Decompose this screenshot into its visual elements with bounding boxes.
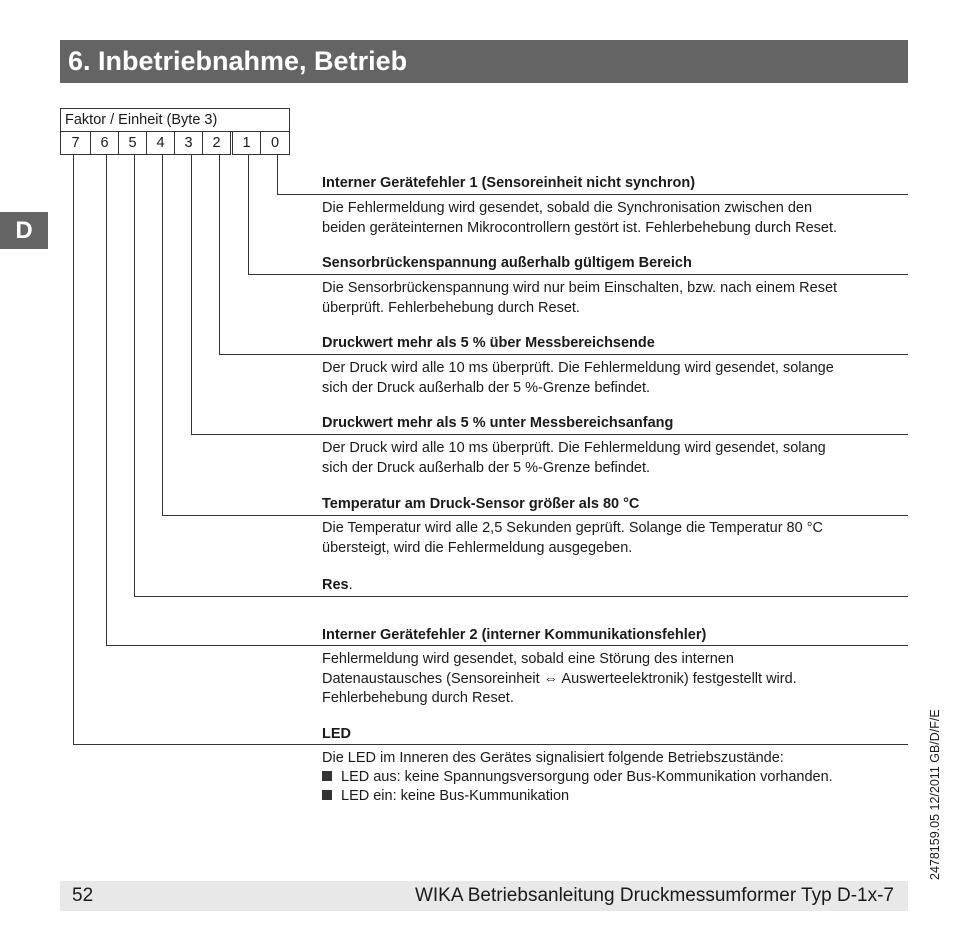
bit-cell-4: 4 [146, 131, 175, 155]
entry-line: Der Druck wird alle 10 ms überprüft. Die Fehlermeldung wird gesendet, solang [322, 440, 826, 456]
rule-entry-1 [248, 274, 908, 275]
entry-description [322, 650, 908, 709]
connector-bit-5 [134, 155, 135, 597]
entry-line: Der Druck wird alle 10 ms überprüft. Die Fehlermeldung wird gesendet, solange [322, 360, 834, 376]
connector-bit-0 [277, 155, 278, 195]
rule-entry-6 [106, 645, 908, 646]
entry-title: Druckwert mehr als 5 % unter Messbereichsanfang [322, 415, 674, 431]
entry-line: sich der Druck außerhalb der 5 %-Grenze befindet. [322, 459, 651, 476]
bullet-text: LED aus: keine Spannungsversorgung oder Bus-Kommunikation vorhanden. [341, 769, 833, 785]
entry-title: Temperatur am Druck-Sensor größer als 80 °C [322, 496, 640, 512]
entry-line: übersteigt, wird die Fehlermeldung ausgegeben. [322, 539, 633, 556]
entry-description [322, 519, 908, 558]
connector-bit-4 [162, 155, 163, 516]
page-number: 52 [72, 885, 94, 906]
rule-entry-7 [73, 744, 908, 745]
entry-line: sich der Druck außerhalb der 5 %-Grenze befindet. [322, 379, 651, 396]
section-title: 6. Inbetriebnahme, Betrieb [68, 46, 408, 76]
entry-title: LED [322, 726, 351, 742]
entry-title-suffix: . [348, 577, 353, 593]
connector-bit-1 [248, 155, 249, 275]
entry-line: überprüft. Fehlerbehebung durch Reset. [322, 299, 580, 316]
bit-cell-7: 7 [60, 131, 91, 155]
entry-description [322, 749, 908, 769]
entry-description [322, 359, 908, 398]
connector-bit-3 [191, 155, 192, 435]
entry-line: Die Sensorbrückenspannung wird nur beim Einschalten, bzw. nach einem Reset [322, 280, 838, 296]
byte-table-title: Faktor / Einheit (Byte 3) [60, 108, 290, 132]
bit-cell-0: 0 [260, 131, 290, 155]
bit-cell-2: 2 [202, 131, 231, 155]
bit-cell-1: 1 [232, 131, 261, 155]
entry-line: Fehlermeldung wird gesendet, sobald eine Störung des internen [322, 651, 734, 667]
bit-cell-3: 3 [174, 131, 203, 155]
entry-line: Datenaustausches (Sensoreinheit ⇔ Auswerteelektronik) festgestellt wird. [322, 670, 797, 687]
entry-title: Interner Gerätefehler 2 (interner Kommunikationsfehler) [322, 627, 707, 643]
bullet-square-icon [322, 790, 332, 800]
entry-title: Interner Gerätefehler 1 (Sensoreinheit nicht synchron) [322, 175, 696, 191]
bullet-item [322, 768, 833, 788]
entry-description [322, 279, 908, 318]
entry-line: Die Fehlermeldung wird gesendet, sobald die Synchronisation zwischen den [322, 200, 813, 216]
bit-cell-6: 6 [90, 131, 119, 155]
entry-description [322, 199, 908, 238]
entry-line: beiden geräteinternen Mikrocontrollern gestört ist. Fehlerbehebung durch Reset. [322, 219, 838, 236]
rule-entry-3 [191, 434, 908, 435]
connector-bit-2 [219, 155, 220, 355]
entry-title: Druckwert mehr als 5 % über Messbereichsende [322, 335, 655, 351]
entry-description [322, 439, 908, 478]
entry-title-res [322, 576, 353, 594]
bit-cell-5: 5 [118, 131, 147, 155]
bullet-item [322, 787, 569, 807]
connector-bit-7 [73, 155, 74, 745]
rule-entry-4 [162, 515, 908, 516]
entry-line: Die Temperatur wird alle 2,5 Sekunden geprüft. Solange die Temperatur 80 °C [322, 520, 823, 536]
rule-entry-5 [134, 596, 908, 597]
entry-line: Fehlerbehebung durch Reset. [322, 690, 514, 706]
entry-title-text: Res [322, 577, 349, 593]
entry-title: Sensorbrückenspannung außerhalb gültigem Bereich [322, 255, 692, 271]
section-header [60, 40, 908, 83]
page-footer [60, 881, 908, 911]
rule-entry-0 [277, 194, 908, 195]
rule-entry-2 [219, 354, 908, 355]
footer-title: WIKA Betriebsanleitung Druckmessumformer Typ D-1x-7 [414, 885, 894, 906]
document-code-text: 2478159.05 12/2011 GB/D/F/E [928, 709, 942, 880]
language-tab: D [0, 212, 48, 249]
bullet-square-icon [322, 771, 332, 781]
entry-line: Die LED im Inneren des Gerätes signalisiert folgende Betriebszustände: [322, 750, 784, 766]
bullet-text: LED ein: keine Bus-Kummunikation [341, 788, 570, 804]
connector-bit-6 [106, 155, 107, 646]
